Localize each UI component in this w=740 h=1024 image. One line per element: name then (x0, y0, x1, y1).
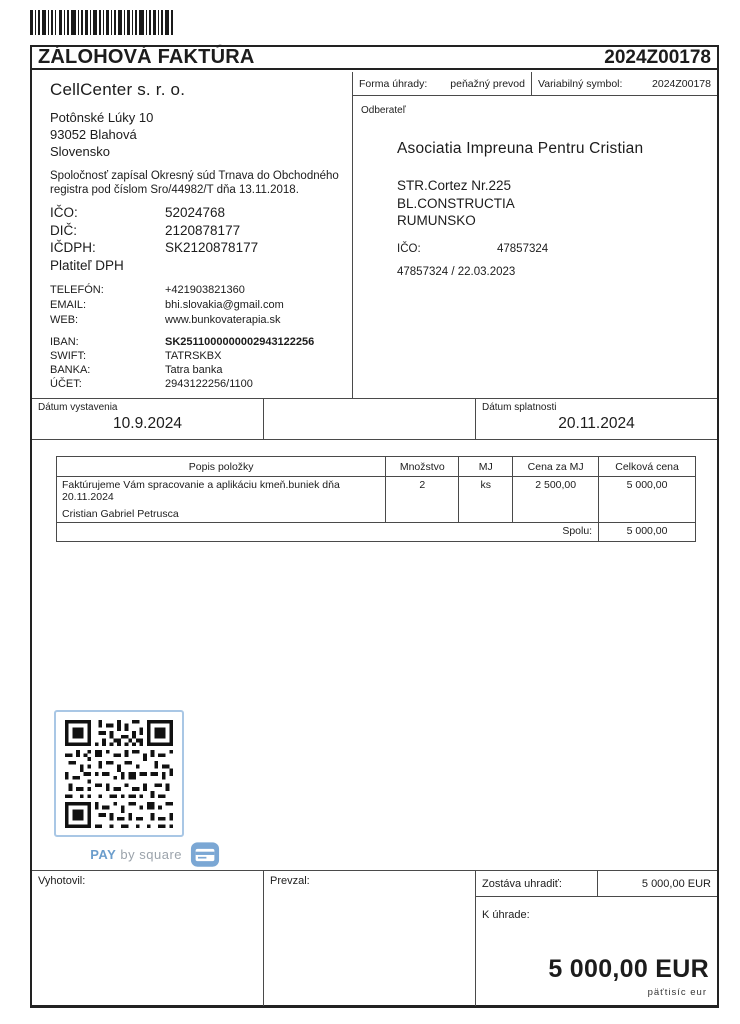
received-by-label: Prevzal: (270, 875, 310, 887)
received-by-cell (264, 871, 476, 1006)
due-date-cell (476, 399, 717, 439)
supplier-ids (50, 204, 342, 274)
phone-label: TELEFÓN: (50, 284, 104, 296)
amount-due-section (476, 871, 717, 1006)
bank-name-value: Tatra banka (165, 364, 223, 376)
email-label: EMAIL: (50, 299, 87, 311)
bank-row (50, 363, 342, 377)
supplier-address-line: Slovensko (50, 144, 110, 159)
table-total-label: Spolu: (57, 523, 599, 542)
issue-date-value: 10.9.2024 (113, 415, 182, 432)
icdph-label: IČDPH: (50, 240, 96, 255)
iban-label: IBAN: (50, 336, 79, 348)
customer-name: Asociatia Impreuna Pentru Cristian (397, 140, 644, 157)
empty-date-cell (264, 399, 476, 439)
supplier-address-line: 93052 Blahová (50, 127, 137, 142)
supplier-bank-details (50, 335, 342, 391)
table-header-row (57, 457, 696, 477)
contact-row (50, 283, 342, 298)
header-quantity: Množstvo (386, 457, 459, 477)
ico-value: 52024768 (165, 205, 226, 220)
iban-value: SK2511000000002943122256 (165, 336, 315, 348)
payment-method-label: Forma úhrady: (359, 77, 428, 90)
remaining-amount-row (476, 871, 717, 897)
issue-date-cell (32, 399, 264, 439)
pay-word: PAY (90, 846, 117, 862)
pay-by-square-caption (54, 839, 220, 869)
variable-symbol-label: Variabilný symbol: (538, 77, 623, 90)
table-total-row (57, 523, 696, 542)
customer-address (397, 177, 709, 230)
item-description-cell (57, 477, 386, 523)
supplier-id-row (50, 204, 342, 222)
swift-label: SWIFT: (50, 350, 87, 362)
amount-payable-box (476, 897, 717, 1006)
issued-by-cell (32, 871, 264, 1006)
payment-info-row (353, 72, 717, 96)
items-table (56, 456, 696, 542)
due-date-value: 20.11.2024 (558, 415, 635, 432)
icdph-value: SK2120878177 (165, 240, 259, 255)
supplier-section (32, 72, 353, 398)
by-square-words: by square (120, 846, 182, 862)
remaining-amount-value: 5 000,00 EUR (641, 877, 711, 890)
supplier-contacts (50, 283, 342, 328)
contact-row (50, 298, 342, 313)
email-value: bhi.slovakia@gmail.com (165, 299, 284, 311)
pay-by-square-label (90, 847, 182, 862)
header-description: Popis položky (57, 457, 386, 477)
due-date-label: Dátum splatnosti (482, 402, 557, 413)
customer-address-line: BL.CONSTRUCTIA (397, 195, 515, 211)
customer-ico-row (397, 243, 709, 255)
amount-payable-label: K úhrade: (482, 909, 530, 921)
document-title: ZÁLOHOVÁ FAKTÚRA (38, 46, 255, 68)
payment-method-value: peňažný prevod (450, 77, 525, 90)
account-label: ÚČET: (50, 378, 82, 390)
bank-row (50, 377, 342, 391)
customer-ico-value: 47857324 (497, 242, 549, 255)
grand-total-value: 5 000,00 EUR (548, 955, 709, 983)
barcode-icon (30, 10, 176, 35)
item-quantity: 2 (386, 477, 459, 523)
supplier-address-line: Potônské Lúky 10 (50, 110, 154, 125)
payment-method-cell (353, 72, 532, 95)
header-unit-price: Cena za MJ (513, 457, 599, 477)
web-value: www.bunkovaterapia.sk (165, 314, 281, 326)
variable-symbol-cell (532, 72, 717, 95)
bank-row (50, 349, 342, 363)
supplier-name: CellCenter s. r. o. (50, 80, 186, 99)
item-unit: ks (459, 477, 513, 523)
supplier-id-row (50, 222, 342, 240)
customer-registration-line: 47857324 / 22.03.2023 (397, 265, 516, 278)
contact-row (50, 313, 342, 328)
pay-by-square-frame (54, 710, 184, 837)
footer-section (32, 870, 717, 1006)
supplier-id-row (50, 239, 342, 257)
variable-symbol-value: 2024Z00178 (652, 77, 711, 90)
account-value: 2943122256/1100 (165, 378, 253, 390)
customer-address-line: STR.Cortez Nr.225 (397, 178, 512, 193)
bank-name-label: BANKA: (50, 364, 91, 376)
vat-payer-note: Platiteľ DPH (50, 257, 124, 273)
invoice-frame (30, 45, 719, 1008)
supplier-address (50, 109, 342, 160)
item-total: 5 000,00 (599, 477, 696, 523)
invoice-number: 2024Z00178 (604, 46, 711, 68)
swift-value: TATRSKBX (165, 350, 222, 362)
ico-label: IČO: (50, 205, 78, 220)
credit-card-icon (190, 841, 220, 868)
dic-value: 2120878177 (165, 222, 241, 238)
item-description-line2: Cristian Gabriel Petrusca (62, 508, 179, 520)
customer-section (353, 96, 717, 398)
title-bar (32, 47, 717, 70)
customer-ico-label: IČO: (397, 242, 421, 255)
bank-row (50, 335, 342, 349)
amount-in-words: päťtisíc eur (647, 987, 707, 998)
dates-row (32, 398, 717, 440)
qr-code-icon (65, 720, 173, 828)
issue-date-label: Dátum vystavenia (38, 402, 118, 413)
customer-section-label: Odberateľ (361, 105, 406, 116)
table-total-value: 5 000,00 (599, 523, 696, 542)
phone-value: +421903821360 (165, 284, 245, 296)
remaining-amount-label: Zostáva uhradiť: (476, 871, 598, 896)
supplier-registration: Spoločnosť zapísal Okresný súd Trnava do Obchodného registra pod číslom Sro/44982/T dňa 13.11.2018. (50, 170, 339, 196)
web-label: WEB: (50, 314, 79, 326)
customer-address-line: RUMUNSKO (397, 213, 476, 228)
dic-label: DIČ: (50, 222, 77, 238)
item-description-line1: Faktúrujeme Vám spracovanie a aplikáciu kmeň.buniek dňa 20.11.2024 (62, 479, 340, 503)
issued-by-label: Vyhotovil: (38, 875, 86, 887)
item-unit-price: 2 500,00 (513, 477, 599, 523)
header-unit: MJ (459, 457, 513, 477)
table-row (57, 477, 696, 523)
header-total-price: Celková cena (599, 457, 696, 477)
